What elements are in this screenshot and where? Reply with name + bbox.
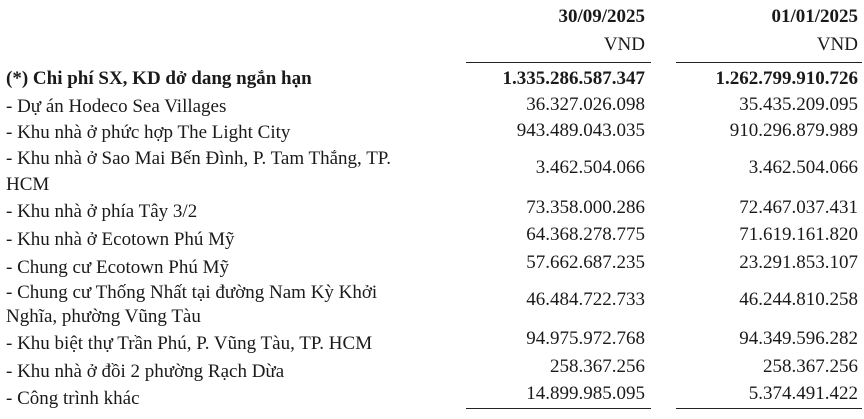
row-label-continuation: HCM	[6, 174, 50, 195]
row-value-1: 64.368.278.775	[526, 224, 645, 245]
column-header-date-1: 30/09/2025	[558, 6, 645, 27]
row-value-1: 14.899.985.095	[526, 383, 645, 404]
row-value-1: 94.975.972.768	[526, 328, 645, 349]
row-value-2: 5.374.491.422	[748, 383, 858, 404]
row-label: - Khu nhà ở Ecotown Phú Mỹ	[6, 229, 235, 250]
row-value-1: 258.367.256	[550, 356, 645, 377]
row-value-2: 46.244.810.258	[739, 289, 858, 310]
row-value-2: 3.462.504.066	[748, 157, 858, 178]
row-label: - Chung cư Thống Nhất tại đường Nam Kỳ Khởi	[6, 282, 378, 303]
column-header-unit-1: VND	[603, 34, 645, 55]
row-value-2: 94.349.596.282	[739, 328, 858, 349]
row-value-2: 23.291.853.107	[739, 252, 858, 273]
row-label: - Chung cư Ecotown Phú Mỹ	[6, 257, 229, 278]
header-rule-2	[676, 62, 862, 63]
row-label: - Dự án Hodeco Sea Villages	[6, 96, 227, 117]
column-header-unit-2: VND	[816, 34, 858, 55]
section-total-1: 1.335.286.587.347	[502, 68, 645, 89]
row-label: - Khu nhà ở đồi 2 phường Rạch Dừa	[6, 361, 285, 382]
row-value-2: 71.619.161.820	[739, 224, 858, 245]
row-value-1: 943.489.043.035	[516, 120, 645, 141]
row-label: - Công trình khác	[6, 388, 140, 409]
row-value-2: 258.367.256	[763, 356, 858, 377]
header-rule-1	[466, 62, 651, 63]
section-total-2: 1.262.799.910.726	[715, 68, 858, 89]
row-value-1: 57.662.687.235	[526, 252, 645, 273]
row-label-continuation: Nghĩa, phường Vũng Tàu	[6, 306, 201, 327]
row-label: - Khu nhà ở phức hợp The Light City	[6, 122, 291, 143]
row-value-2: 35.435.209.095	[739, 94, 858, 115]
row-value-2: 72.467.037.431	[739, 197, 858, 218]
row-label: - Khu biệt thự Trần Phú, P. Vũng Tàu, TP. HCM	[6, 333, 373, 354]
row-label: - Khu nhà ở phía Tây 3/2	[6, 201, 198, 222]
row-value-1: 36.327.026.098	[526, 94, 645, 115]
row-value-1: 46.484.722.733	[526, 289, 645, 310]
footer-rule-2	[676, 408, 862, 409]
row-value-2: 910.296.879.989	[729, 120, 858, 141]
row-value-1: 3.462.504.066	[535, 157, 645, 178]
footer-rule-1	[466, 408, 651, 409]
column-header-date-2: 01/01/2025	[771, 6, 858, 27]
row-value-1: 73.358.000.286	[526, 197, 645, 218]
row-label: - Khu nhà ở Sao Mai Bến Đình, P. Tam Thắng, TP.	[6, 148, 392, 169]
section-title: (*) Chi phí SX, KD dở dang ngắn hạn	[6, 68, 312, 89]
